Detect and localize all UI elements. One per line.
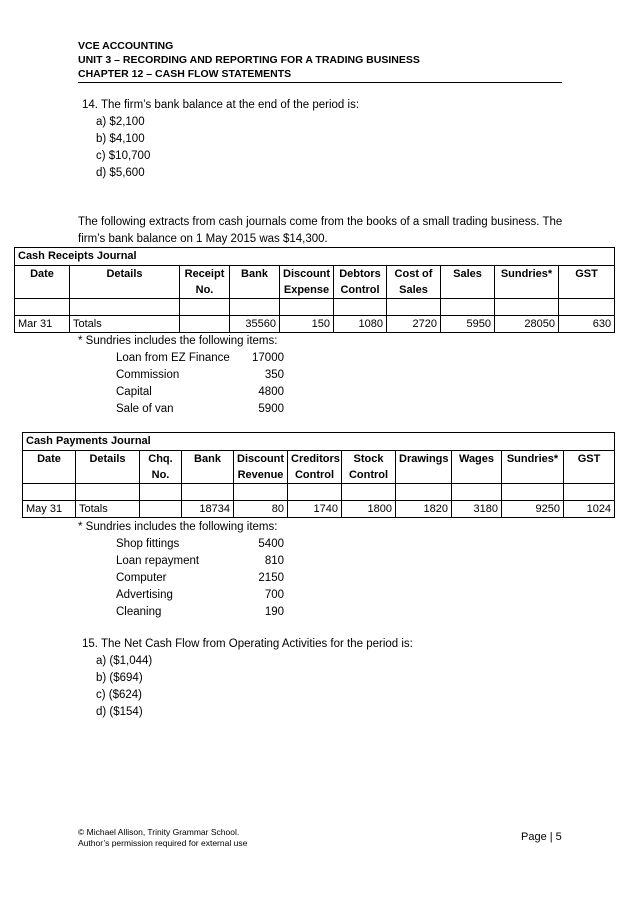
crj-col-date-2 <box>15 282 70 299</box>
crj-blank-row <box>15 299 615 316</box>
cpj-col-stock-control: Control <box>342 467 396 484</box>
cpj-col-chq-no: No. <box>140 467 182 484</box>
cpj-col-date: Date <box>23 451 76 468</box>
q14-option-a: a) $2,100 <box>96 116 145 128</box>
cpj-col-drawings: Drawings <box>396 451 452 468</box>
footer-copyright <box>78 827 247 849</box>
page-number: Page | 5 <box>521 831 562 843</box>
crj-col-sales-2: Sales <box>387 282 441 299</box>
crj-col-control: Control <box>334 282 387 299</box>
cpj-col-gst: GST <box>564 451 615 468</box>
cpj-total-drawings: 1820 <box>396 501 452 518</box>
crj-sundries-note: * Sundries includes the following items: <box>78 335 278 347</box>
crj-col-debtors: Debtors <box>334 266 387 283</box>
cpj-col-wages: Wages <box>452 451 502 468</box>
crj-sundry-item: Capital 4800 <box>116 386 284 398</box>
crj-total-discount: 150 <box>280 316 334 333</box>
intro-line-2: firm’s bank balance on 1 May 2015 was $14,300. <box>78 233 328 245</box>
cpj-totals-row <box>23 501 615 518</box>
cpj-col-bank: Bank <box>182 451 234 468</box>
q15-option-a: a) ($1,044) <box>96 655 153 667</box>
crj-col-sales: Sales <box>441 266 495 283</box>
cash-payments-journal <box>22 432 615 518</box>
crj-col-bank-2 <box>230 282 280 299</box>
q15-option-d: d) ($154) <box>96 706 143 718</box>
header-unit: UNIT 3 – RECORDING AND REPORTING FOR A TRADING BUSINESS <box>78 54 420 66</box>
cpj-col-stock: Stock <box>342 451 396 468</box>
crj-col-sundries-2 <box>495 282 559 299</box>
crj-col-bank: Bank <box>230 266 280 283</box>
crj-total-sales: 5950 <box>441 316 495 333</box>
q14-option-b: b) $4,100 <box>96 133 145 145</box>
q14-question: 14. The firm’s bank balance at the end of the period is: <box>82 99 360 111</box>
crj-total-details: Totals <box>70 316 180 333</box>
cpj-col-chq: Chq. <box>140 451 182 468</box>
cpj-sundries-list <box>116 536 284 621</box>
cpj-title: Cash Payments Journal <box>23 433 615 451</box>
cpj-total-stock: 1800 <box>342 501 396 518</box>
cpj-total-sundries: 9250 <box>502 501 564 518</box>
crj-sundries-list <box>116 350 284 418</box>
cpj-total-chq <box>140 501 182 518</box>
crj-col-cost-of-sales: Cost of <box>387 266 441 283</box>
cpj-blank-row <box>23 484 615 501</box>
crj-total-date: Mar 31 <box>15 316 70 333</box>
cpj-col-discount: Discount <box>234 451 288 468</box>
crj-sundry-item: Loan from EZ Finance 17000 <box>116 352 284 364</box>
cpj-col-revenue: Revenue <box>234 467 288 484</box>
cpj-col-details: Details <box>76 451 140 468</box>
q15-question: 15. The Net Cash Flow from Operating Activities for the period is: <box>82 638 413 650</box>
crj-col-sales-3 <box>441 282 495 299</box>
cpj-col-details-2 <box>76 467 140 484</box>
intro-line-1: The following extracts from cash journals come from the books of a small trading business. The <box>78 216 563 228</box>
footer-line-2: Author’s permission required for external use <box>78 838 248 848</box>
crj-total-debtors: 1080 <box>334 316 387 333</box>
crj-col-receipt-no: No. <box>180 282 230 299</box>
header-rule <box>78 82 562 83</box>
cpj-sundry-item: Computer 2150 <box>116 572 284 584</box>
crj-total-receipt <box>180 316 230 333</box>
cpj-col-date-2 <box>23 467 76 484</box>
crj-col-expense: Expense <box>280 282 334 299</box>
crj-total-cost-of-sales: 2720 <box>387 316 441 333</box>
crj-col-details-2 <box>70 282 180 299</box>
cpj-sundry-item: Loan repayment 810 <box>116 555 284 567</box>
crj-col-date: Date <box>15 266 70 283</box>
q14-option-d: d) $5,600 <box>96 167 145 179</box>
q14-option-c: c) $10,700 <box>96 150 151 162</box>
cpj-col-drawings-2 <box>396 467 452 484</box>
cpj-col-creditors-control: Control <box>288 467 342 484</box>
crj-title: Cash Receipts Journal <box>15 248 615 266</box>
crj-col-sundries: Sundries* <box>495 266 559 283</box>
cpj-sundry-item: Cleaning 190 <box>116 606 284 618</box>
cpj-total-gst: 1024 <box>564 501 615 518</box>
crj-col-details: Details <box>70 266 180 283</box>
cash-receipts-journal <box>14 247 615 333</box>
crj-sundry-item: Commission 350 <box>116 369 284 381</box>
header-course: VCE ACCOUNTING <box>78 40 174 52</box>
crj-total-gst: 630 <box>559 316 615 333</box>
cpj-sundry-item: Advertising 700 <box>116 589 284 601</box>
crj-total-bank: 35560 <box>230 316 280 333</box>
cpj-col-sundries: Sundries* <box>502 451 564 468</box>
crj-col-gst-2 <box>559 282 615 299</box>
cpj-total-creditors: 1740 <box>288 501 342 518</box>
cpj-total-bank: 18734 <box>182 501 234 518</box>
cpj-col-sundries-2 <box>502 467 564 484</box>
cpj-total-details: Totals <box>76 501 140 518</box>
cpj-total-wages: 3180 <box>452 501 502 518</box>
q15-option-c: c) ($624) <box>96 689 143 701</box>
cpj-total-date: May 31 <box>23 501 76 518</box>
cpj-col-gst-2 <box>564 467 615 484</box>
cpj-col-wages-2 <box>452 467 502 484</box>
crj-sundry-item: Sale of van 5900 <box>116 403 284 415</box>
cpj-sundry-item: Shop fittings 5400 <box>116 538 284 550</box>
crj-col-receipt: Receipt <box>180 266 230 283</box>
crj-col-discount: Discount <box>280 266 334 283</box>
q15-option-b: b) ($694) <box>96 672 143 684</box>
header-chapter: CHAPTER 12 – CASH FLOW STATEMENTS <box>78 68 292 80</box>
cpj-sundries-note: * Sundries includes the following items: <box>78 521 278 533</box>
crj-totals-row <box>15 316 615 333</box>
crj-col-gst: GST <box>559 266 615 283</box>
footer-line-1: © Michael Allison, Trinity Grammar School. <box>78 827 240 837</box>
cpj-col-bank-2 <box>182 467 234 484</box>
crj-total-sundries: 28050 <box>495 316 559 333</box>
cpj-total-discount: 80 <box>234 501 288 518</box>
cpj-col-creditors: Creditors <box>288 451 342 468</box>
